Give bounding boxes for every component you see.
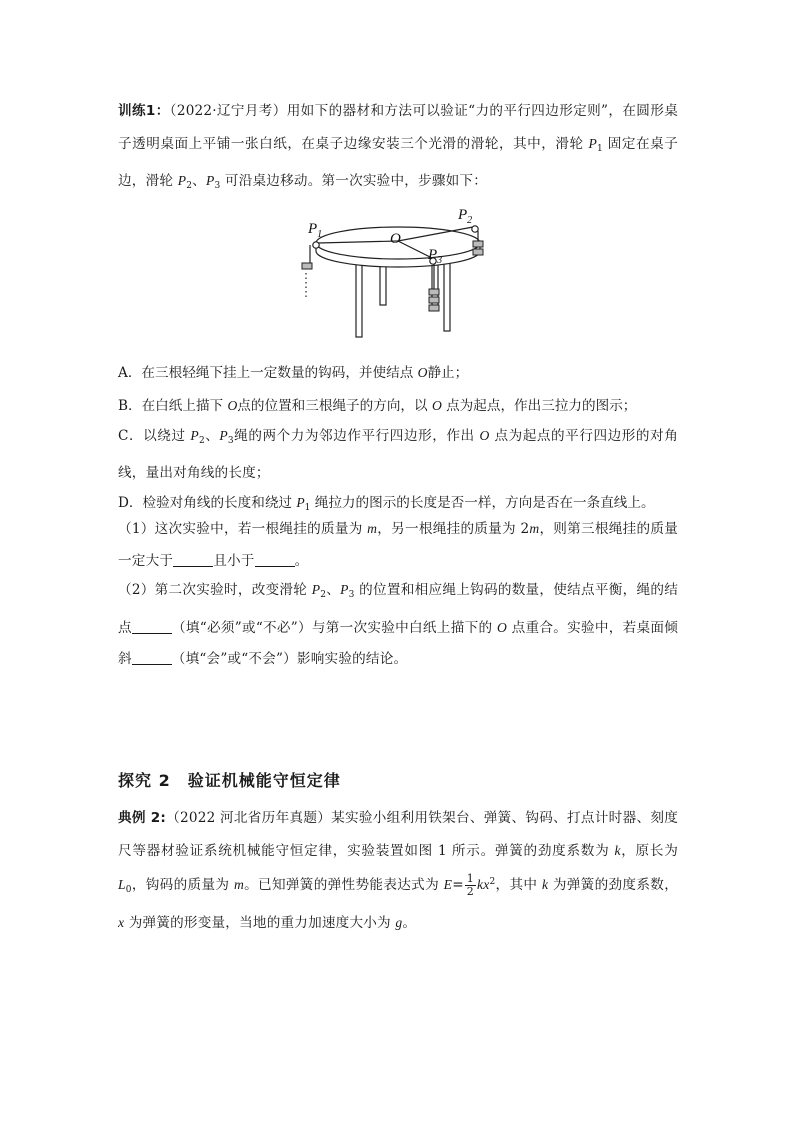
- fraction: $\frac{1}{2}$: [466, 872, 474, 898]
- training-label: 训练1：: [118, 103, 170, 119]
- weight: [429, 305, 439, 311]
- answer-blank[interactable]: [255, 565, 295, 567]
- table-leg: [356, 263, 362, 337]
- example-label: 典例 2:: [118, 810, 167, 826]
- label-o: O: [390, 231, 401, 247]
- step-a: A．在三根轻绳下挂上一定数量的钩码，并使结点 O静止；: [118, 365, 469, 381]
- weight: [302, 263, 312, 269]
- answer-blank[interactable]: [173, 565, 213, 567]
- training-intro: 训练1：（2022·辽宁月考）用如下的器材和方法可以验证“力的平行四边形定则”，在圆形桌子透明桌面上平铺一张白纸，在桌子边缘安装三个光滑的滑轮，其中，滑轮 $P_1$ 固定在桌子边，滑轮 $P_2$、$P_3$ 可沿桌边移动。第一次实验中，步骤如下：: [118, 103, 678, 191]
- pulley-p2: [472, 226, 478, 232]
- example-2: 典例 2:（2022 河北省历年真题）某实验小组利用铁架台、弹簧、钩码、打点计时器、刻度尺等器材验证系统机械能守恒定律，实验装置如图 1 所示。弹簧的劲度系数为 k，原长为 $L_0$，钩码的质量为 m。已知弹簧的弹性势能表达式为 E= $\frac{1}{2}$ $kx^2$，其中 k 为弹簧的劲度系数，x 为弹簧的形变量，当地的重力加速度大小为 g。: [118, 810, 678, 931]
- training-source: （2022·辽宁月考）: [169, 103, 287, 119]
- step-c: C．以绕过 $P_2$、$P_3$绳的两个力为邻边作平行四边形，作出 O 点为起点的平行四边形的对角线，量出对角线的长度；: [118, 428, 679, 481]
- example-source: （2022 河北省历年真题）: [166, 810, 332, 826]
- label-p2: $P_2$: [458, 207, 473, 226]
- table-leg: [380, 263, 386, 305]
- table-leg: [444, 261, 450, 331]
- weight: [429, 289, 439, 295]
- label-p3: $P_3$: [428, 247, 443, 266]
- weight: [429, 297, 439, 303]
- pulley-p1: [313, 242, 319, 248]
- weight: [473, 249, 483, 255]
- label-p1: $P_1$: [308, 221, 323, 240]
- step-d: D．检验对角线的长度和绕过 $P_1$ 绳拉力的图示的长度是否一样，方向是否在一条直线上。: [118, 495, 655, 513]
- answer-blank[interactable]: [132, 632, 172, 634]
- question-2: （2）第二次实验时，改变滑轮 $P_2$、$P_3$ 的位置和相应绳上钩码的数量，使结点平衡，绳的结点 （填“必须”或“不必”）与第一次实验中白纸上描下的 O 点重合。实验中，若桌面倾斜 （填“会”或“不会”）影响实验的结论。: [118, 582, 679, 667]
- section-heading: 探究 2 验证机械能守恒定律: [118, 771, 341, 790]
- question-1: （1）这次实验中，若一根绳挂的质量为 m，另一根绳挂的质量为 2m，则第三根绳挂的质量一定大于 且小于 。: [118, 521, 678, 569]
- table-pulley-figure: [298, 203, 498, 343]
- step-b: B．在白纸上描下 O点的位置和三根绳子的方向，以 O 点为起点，作出三拉力的图示；: [118, 398, 637, 414]
- weight: [473, 241, 483, 247]
- answer-blank[interactable]: [132, 663, 172, 665]
